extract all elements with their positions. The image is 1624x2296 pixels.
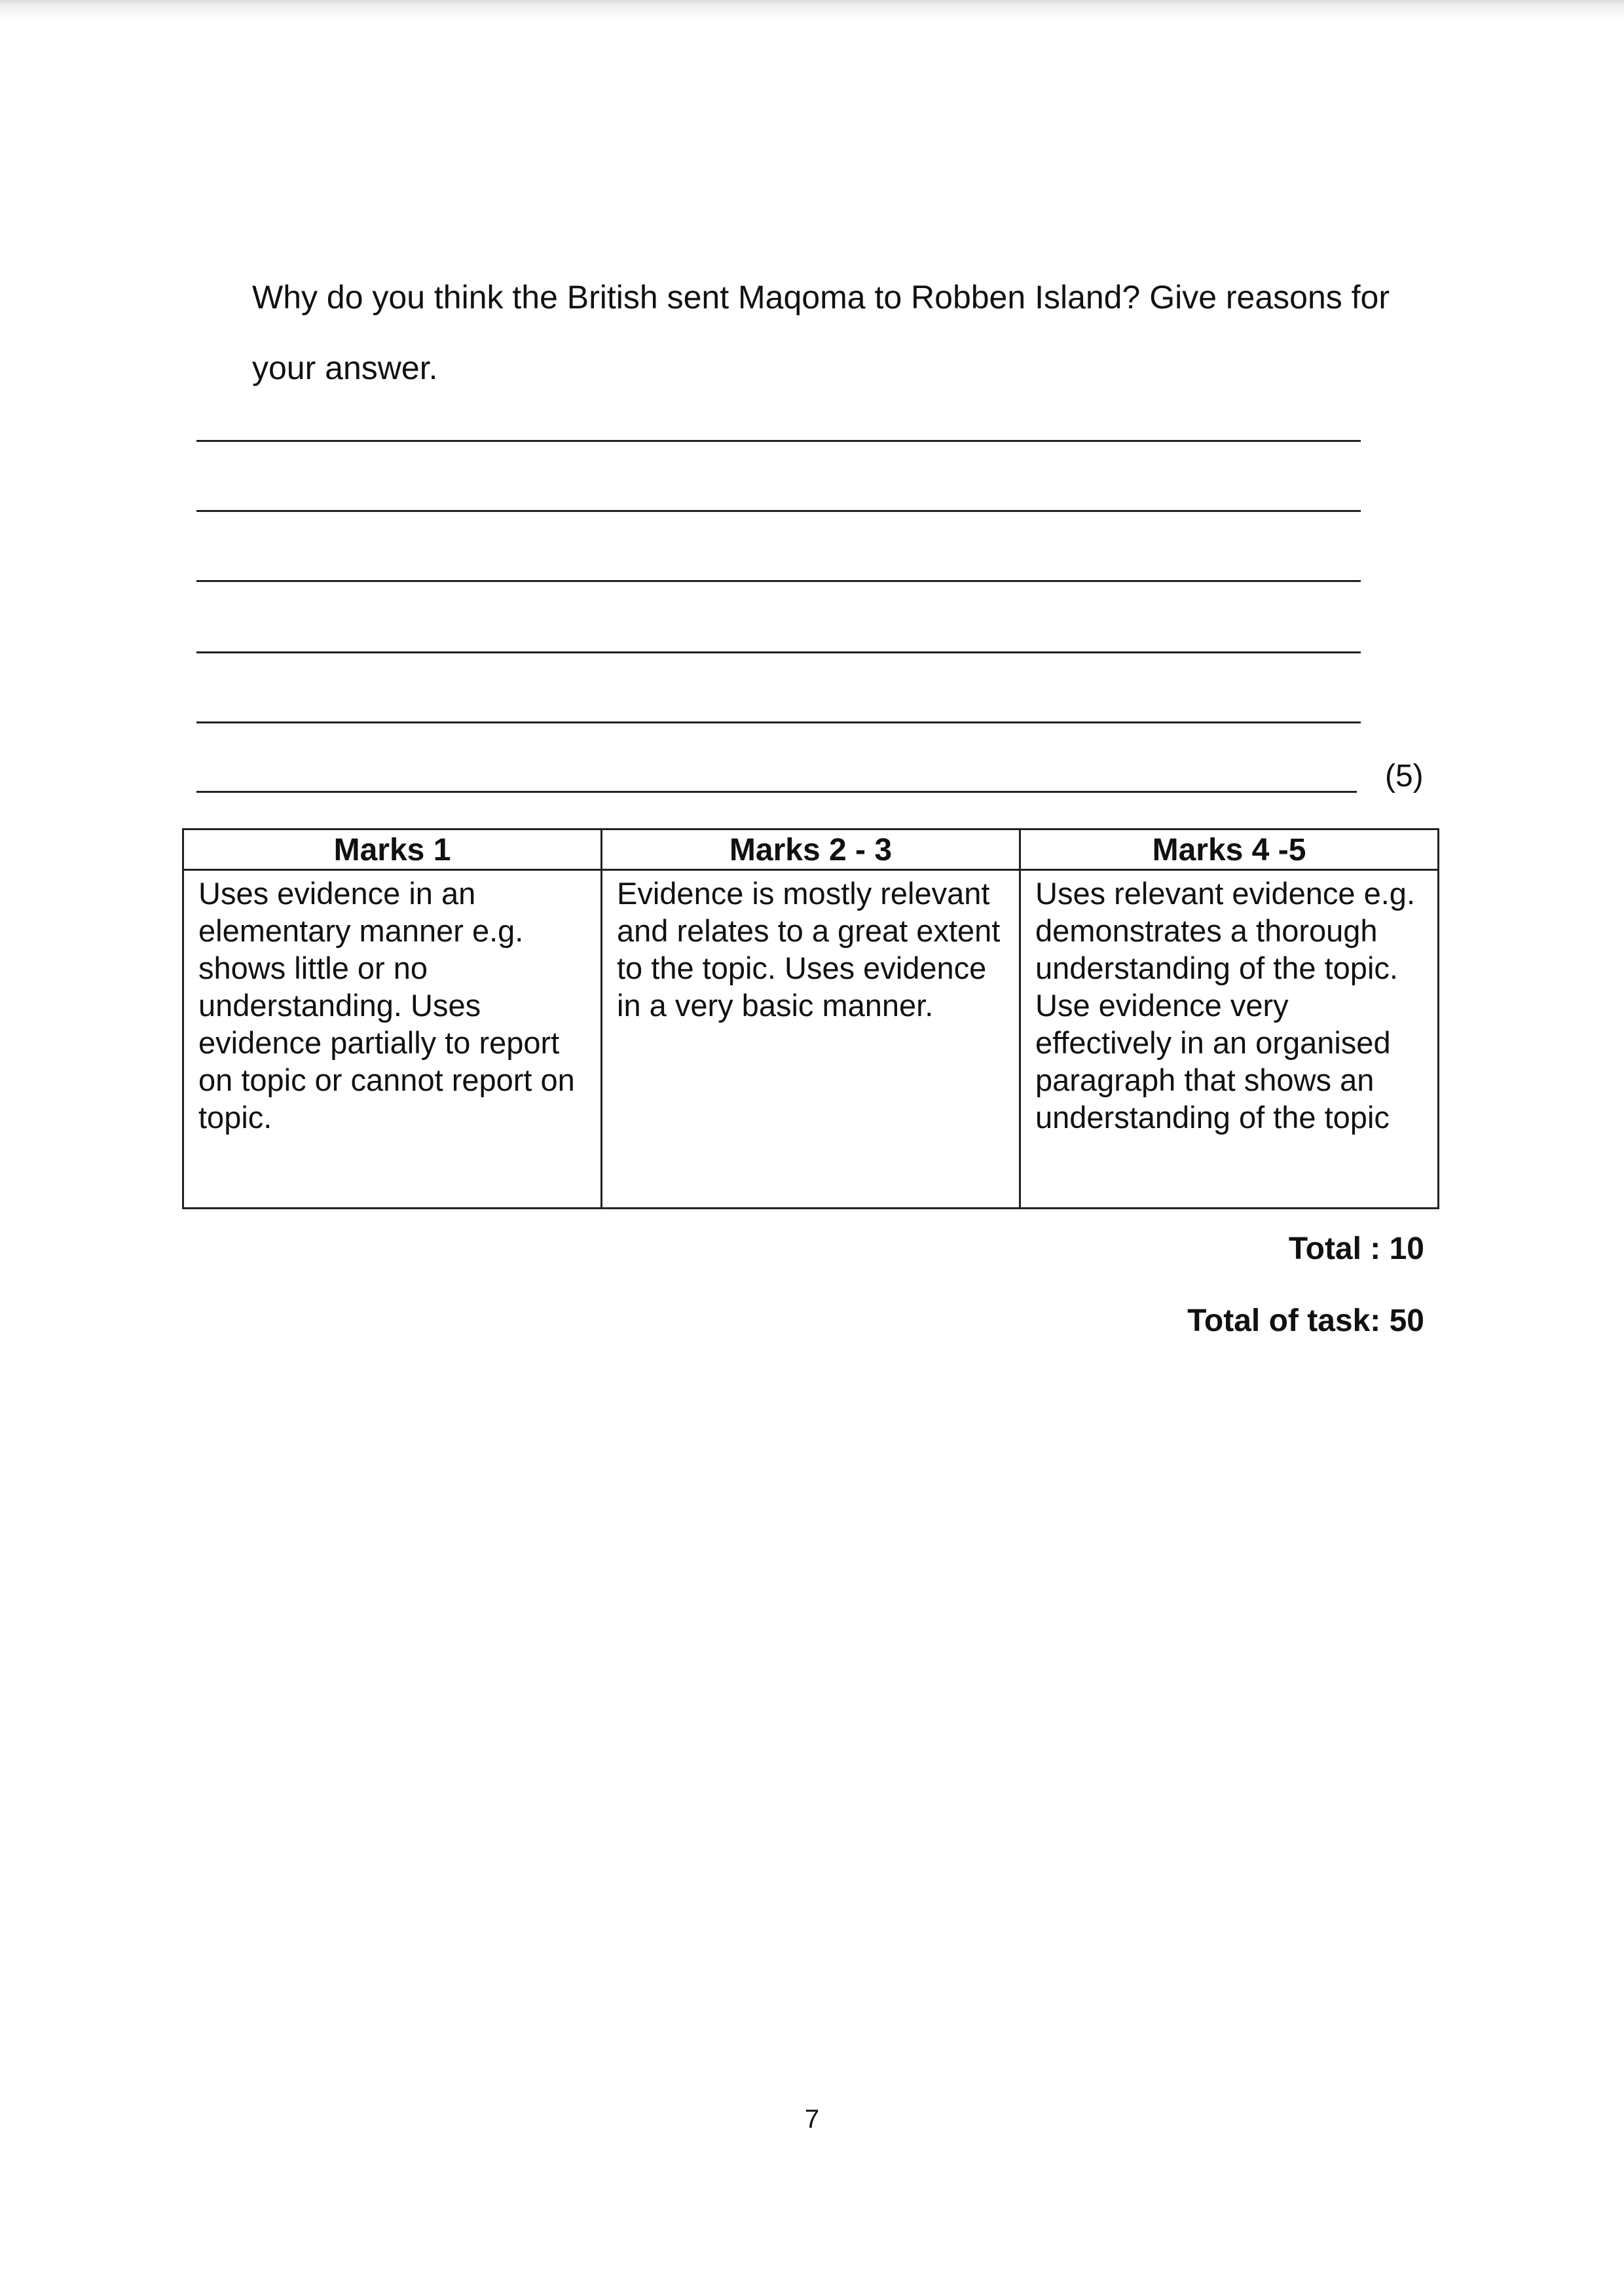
question-text: [252, 262, 1431, 403]
task-total: Total of task: 50: [1187, 1303, 1424, 1338]
question-line-2: your answer.: [252, 350, 438, 386]
marks-allocation: (5): [1385, 759, 1424, 793]
scan-edge: [0, 0, 1624, 20]
rubric-header-marks-4-5: Marks 4 -5: [1020, 829, 1439, 870]
answer-line[interactable]: [196, 510, 1361, 512]
answer-line[interactable]: [196, 580, 1361, 582]
rubric-header-marks-2-3: Marks 2 - 3: [602, 829, 1020, 870]
answer-line[interactable]: [196, 791, 1357, 793]
rubric-cell-marks-1: Uses evidence in an elementary manner e.g. shows little or no understanding. Uses evidence partially to report on topic or cannot report on topic.: [183, 870, 602, 1209]
rubric-header-row: [183, 829, 1439, 870]
rubric-table: [182, 828, 1439, 1209]
question-line-1: Why do you think the British sent Maqoma to Robben Island? Give reasons for: [252, 279, 1390, 316]
total: Total : 10: [1288, 1231, 1424, 1266]
rubric-cell-marks-4-5: Uses relevant evidence e.g. demonstrates a thorough understanding of the topic. Use evidence very effectively in an organised paragraph that shows an understanding of the topic: [1020, 870, 1439, 1209]
rubric-criteria-row: [183, 870, 1439, 1209]
answer-line[interactable]: [196, 440, 1361, 442]
rubric-header-marks-1: Marks 1: [183, 829, 602, 870]
answer-line[interactable]: [196, 651, 1361, 653]
answer-line[interactable]: [196, 721, 1361, 723]
page-number: 7: [804, 2105, 820, 2134]
rubric-cell-marks-2-3: Evidence is mostly relevant and relates to a great extent to the topic. Uses evidence in a very basic manner.: [602, 870, 1020, 1209]
